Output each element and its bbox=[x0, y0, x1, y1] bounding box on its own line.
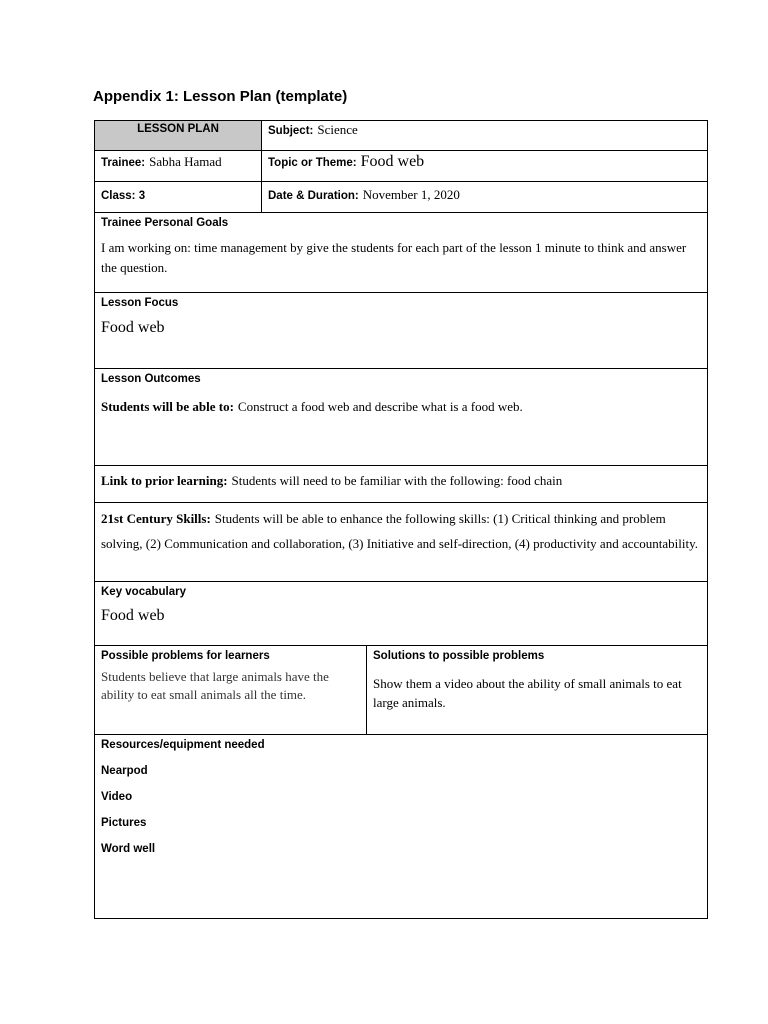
lesson-plan-label: LESSON PLAN bbox=[137, 123, 219, 135]
problems-cell bbox=[95, 646, 367, 735]
vocabulary-text: Food web bbox=[101, 607, 165, 624]
vocabulary-label: Key vocabulary bbox=[101, 586, 187, 598]
lesson-focus-label: Lesson Focus bbox=[101, 297, 179, 309]
topic-value: Food web bbox=[360, 153, 425, 170]
lesson-outcomes-cell bbox=[95, 369, 708, 466]
vocabulary-row bbox=[95, 582, 708, 646]
date-cell bbox=[262, 182, 708, 213]
skills-cell bbox=[95, 503, 708, 582]
personal-goals-row bbox=[95, 213, 708, 293]
lesson-focus-text: Food web bbox=[101, 319, 165, 336]
class-row bbox=[95, 182, 708, 213]
date-label: Date & Duration: bbox=[268, 190, 359, 202]
resource-item: Video bbox=[101, 791, 133, 803]
resources-cell bbox=[95, 735, 708, 919]
lesson-focus-row bbox=[95, 293, 708, 369]
resources-label: Resources/equipment needed bbox=[101, 739, 265, 751]
problems-row bbox=[95, 646, 708, 735]
problems-label: Possible problems for learners bbox=[101, 650, 270, 662]
prior-learning-lead: Link to prior learning: bbox=[101, 473, 228, 488]
trainee-label: Trainee: bbox=[101, 157, 146, 169]
lesson-outcomes-row bbox=[95, 369, 708, 466]
lesson-plan-table bbox=[94, 120, 708, 919]
topic-label: Topic or Theme: bbox=[268, 157, 357, 169]
lesson-plan-header-cell bbox=[95, 121, 262, 151]
header-row bbox=[95, 121, 708, 151]
trainee-row bbox=[95, 151, 708, 182]
subject-cell bbox=[262, 121, 708, 151]
subject-value: Science bbox=[317, 122, 358, 137]
resource-item: Pictures bbox=[101, 817, 147, 829]
problems-text: Students believe that large animals have the ability to eat small animals all the time. bbox=[101, 669, 329, 702]
class-cell bbox=[95, 182, 262, 213]
personal-goals-cell bbox=[95, 213, 708, 293]
skills-row bbox=[95, 503, 708, 582]
solutions-text: Show them a video about the ability of small animals to eat large animals. bbox=[373, 676, 682, 710]
lesson-outcomes-text: Construct a food web and describe what is a food web. bbox=[237, 399, 523, 414]
page-heading: Appendix 1: Lesson Plan (template) bbox=[93, 88, 348, 105]
resources-row bbox=[95, 735, 708, 919]
resource-item: Nearpod bbox=[101, 765, 148, 777]
skills-lead: 21st Century Skills: bbox=[101, 511, 211, 526]
vocabulary-cell bbox=[95, 582, 708, 646]
date-value: November 1, 2020 bbox=[362, 187, 460, 202]
trainee-value: Sabha Hamad bbox=[149, 154, 222, 169]
personal-goals-text: I am working on: time management by give the students for each part of the lesson 1 minute to think and answer the question. bbox=[101, 240, 687, 275]
solutions-cell bbox=[367, 646, 708, 735]
personal-goals-label: Trainee Personal Goals bbox=[101, 217, 229, 229]
resource-item: Word well bbox=[101, 843, 156, 855]
trainee-cell bbox=[95, 151, 262, 182]
lesson-outcomes-label: Lesson Outcomes bbox=[101, 373, 201, 385]
class-label: Class: 3 bbox=[101, 190, 146, 202]
subject-label: Subject: bbox=[268, 125, 314, 137]
lesson-outcomes-lead: Students will be able to: bbox=[101, 399, 234, 414]
solutions-label: Solutions to possible problems bbox=[373, 650, 545, 662]
prior-learning-row bbox=[95, 466, 708, 503]
lesson-focus-cell bbox=[95, 293, 708, 369]
topic-cell bbox=[262, 151, 708, 182]
skills-text: Students will be able to enhance the following skills: (1) Critical thinking and problem solving, (2) Communication and collaboration, (3) Initiative and self-direction, (4) productivity and accountability. bbox=[101, 511, 698, 551]
prior-learning-text: Students will need to be familiar with the following: food chain bbox=[231, 473, 563, 488]
prior-learning-cell bbox=[95, 466, 708, 503]
